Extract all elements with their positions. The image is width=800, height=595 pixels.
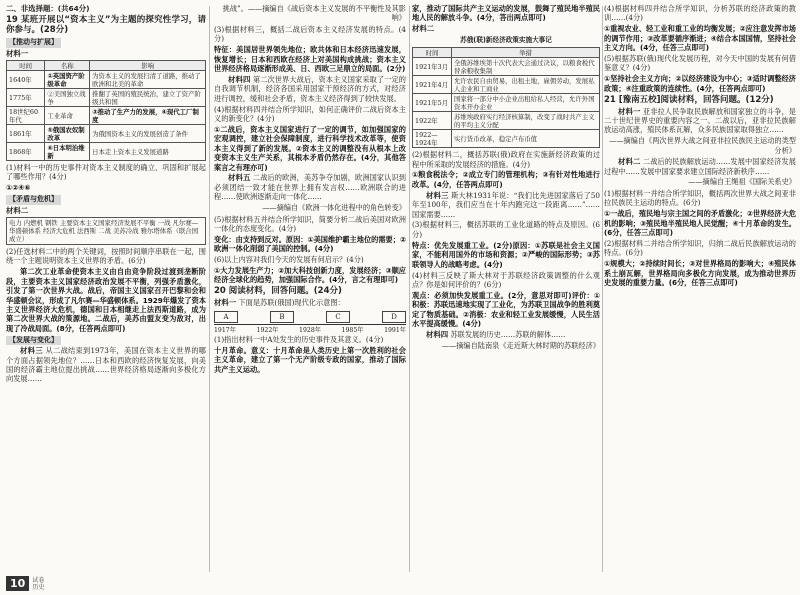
material-4: 材料四 苏联发展的历史……苏联的解体…… [426, 329, 566, 339]
table-row [413, 130, 600, 148]
topic-tag-conflict: 【矛盾与危机】 [6, 195, 61, 204]
table-cell: 1921年3月 [413, 58, 452, 76]
timeline-year: 1985年 [341, 326, 364, 334]
table-cell: 允许农民自由贸易，出租土地，雇佣劳动，发展私人企业和工商业 [452, 76, 600, 94]
table-cell: 全俄苏维埃第十次代表大会通过决议，以粮食税代替余粮收集制 [452, 58, 600, 76]
timeline-year: 1922年 [256, 326, 279, 334]
table-cell: 1922年 [413, 112, 452, 130]
publisher-logo: 试卷 历史 [32, 576, 45, 591]
table-header: 时间 [7, 61, 45, 71]
column-3 [412, 4, 600, 572]
table-header: 名称 [45, 61, 90, 71]
table-row [7, 89, 206, 107]
column-divider [209, 6, 210, 572]
column-divider [602, 6, 603, 572]
table-cell: 日本走上资本主义发展道路 [90, 143, 206, 161]
table-row [413, 112, 600, 130]
events-table [6, 60, 206, 161]
material-1: 材料一 亚非拉人民争取民族解放和国家独立的斗争，是二十世纪世界史的重要内容之一。二战以后，亚非拉民族解放运动高涨，殖民体系瓦解，众多民族国家取得独立…… [604, 106, 796, 135]
timeline-year: 1917年 [214, 326, 236, 334]
material-3: 材料三 斯大林1931年说：“我们比先进国家落后了50年至100年，我们应当在十年内跑完这一段距离……”……国家需要…… [412, 190, 600, 219]
table-cell: 1861年 [7, 125, 45, 143]
table-cell: 工业革命 [45, 107, 90, 125]
table-cell: 为俄国资本主义的发展创造了条件 [90, 125, 206, 143]
source-quote: ——摘编自王绳祖《国际关系史》 [688, 177, 796, 187]
answer-2: 第二次工业革命使资本主义由自由竞争阶段过渡到垄断阶段，主要资本主义国家经济政治发展不平衡，列强矛盾激化，引发了第一次世界大战。战后，帝国主义国家召开巴黎和会和华盛顿会议，形成了凡尔赛—华盛顿体系。1929年爆发了资本主义世界经济大危机，德国和日本相继走上法西斯道路，成为第二次世界大战的策源地。二战后，美苏由盟友变为敌对，出现了冷战局面。(8分，任答两点即可) [6, 267, 206, 333]
answer-4: ①二战后，资本主义国家进行了一定的调节，如加强国家的宏观调控，建立社会保障制度，进行科学技术改革等，使资本主义得到了新的发展。②资本主义的调整没有从根本上改变资本主义生产关系，其根本矛盾仍然存在。(4分，其他答案言之有理亦可) [214, 124, 406, 172]
source-quote: 挑战”。——摘编自《战后资本主义发展的不平衡性及其影响》 [222, 4, 406, 23]
timeline-boxes [214, 311, 406, 323]
material-2-label: 材料二 [6, 205, 29, 215]
answer-top: ①重视农业、轻工业和重工业的均衡发展；②应注意发挥市场的调节作用；③改革要循序渐进；④结合本国国情，坚持社会主义方向。(4分，任答三点即可) [604, 24, 796, 53]
question-4: (4)根据材料四并结合所学知识，如何正确评价二战后资本主义的新变化？(4分) [214, 104, 406, 123]
question-3: (3)根据材料三，概括苏联的工业化道路的特点及原因。(6分) [412, 220, 600, 239]
question-top: (4)根据材料四并结合所学知识，分析苏联的经济政策的教训……(4分) [604, 4, 796, 23]
question-21-heading: 21 [豫南五校]阅读材料，回答问题。(12分) [604, 94, 774, 105]
table-cell: ⑥日本明治维新 [45, 143, 90, 161]
section-title: 二、非选择题：(共64分) [6, 4, 90, 13]
question-5: (5)根据苏联(俄)现代化发展历程，对今天中国的发展有何借鉴意义？(4分) [604, 54, 796, 73]
material-2: 材料二 二战后的民族解放运动……发展中国家经济发展过程中……发展中国家要求建立国际经济新秩序…… [604, 157, 796, 176]
table-cell: 1775年 [7, 89, 45, 107]
column-divider [409, 6, 410, 572]
table-cell: ①英国资产阶级革命 [45, 71, 90, 89]
question-3: (3)根据材料三，概括二战后资本主义经济发展的特点。(4分) [214, 24, 406, 44]
answer-5: ①坚持社会主义方向；②以经济建设为中心；③适时调整经济政策；④注重政策的连续性。(4分，任答两点即可) [604, 74, 796, 93]
timeline-axis [214, 324, 406, 335]
question-4: (4)材料三反映了斯大林对于苏联经济政策调整的什么观点？你是如何评价的？(6分) [412, 270, 600, 289]
table-cell: 国家将一部分中小企业出租给私人经营，允许外国资本开办企业 [452, 94, 600, 112]
answer-4: 观点：必须加快发展重工业。(2分，意思对即可)评价：①积极：苏联迅速地实现了工业化，为苏联卫国战争的胜利奠定了物质基础。②消极：农业和轻工业发展缓慢，人民生活水平提高缓慢。(4分) [412, 290, 600, 329]
table-row [413, 76, 600, 94]
material-4: 材料四 第二次世界大战后，资本主义国家采取了一定的自我调节机制，经济各国采用国家干预经济的方式，对经济进行调控，缓和社会矛盾，资本主义经济得到了较快发展。 [214, 74, 406, 103]
source-quote: ——摘编自《欧洲一体化进程中的角色转变》 [262, 203, 406, 213]
answer-1: ①一战后，殖民地与宗主国之间的矛盾激化；②世界经济大危机的影响；③殖民地半殖民地人民觉醒；④十月革命的发生。(6分，任答三点即可) [604, 209, 796, 237]
answer-continuation: 家，推动了国际共产主义运动的发展，鼓舞了殖民地半殖民地人民的解放斗争。(4分，答出两点即可) [412, 4, 600, 23]
table-cell: 为资本主义的发展扫清了道路，推动了欧洲和北美的革命 [90, 71, 206, 89]
material-2-label: 材料二 [412, 24, 435, 34]
table-cell: 1921年4月 [413, 76, 452, 94]
page-number: 10 [6, 576, 29, 591]
column-4 [604, 4, 796, 572]
table-title: 苏俄(联)新经济政策实施大事记 [460, 35, 552, 44]
source-quote: ——摘编自陆南泉《走近斯大林时期的苏联经济》 [441, 340, 600, 350]
source-quote: ——摘编自《两次世界大战之间亚非拉民族民主运动的类型分析》 [609, 136, 796, 155]
answer-5: 变化：由支持到反对。原因：①美国维护霸主地位的需要；②欧洲一体化削弱了美国的控制。(4分) [214, 234, 406, 254]
question-5: (5)根据材料五并结合所学知识，简要分析二战后美国对欧洲一体化的态度变化。(4分) [214, 214, 406, 233]
topic-tag-development: 【发展与变化】 [6, 336, 61, 345]
answer-2: ①规模大；②持续时间长；③对世界格局的影响大；④殖民体系土崩瓦解，世界格局向多极化方向发展，成为推动世界历史发展的重要力量。(6分，任答三点即可) [604, 259, 796, 287]
column-2 [214, 4, 406, 572]
question-2: (2)根据材料二并结合所学知识，归纳二战后民族解放运动的特点。(6分) [604, 238, 796, 258]
table-cell: 1922—1924年 [413, 130, 452, 148]
timeline-box-d: D [382, 311, 406, 323]
table-cell: 实行货币改革，稳定卢布币值 [452, 130, 600, 148]
question-1: (1)材料一中的历史事件对资本主义制度的确立、巩固和扩展起了哪些作用？(4分) [6, 163, 206, 182]
table-row [413, 58, 600, 76]
table-row [7, 107, 206, 125]
material-5: 材料五 二战后的欧洲，美苏争夺加剧，欧洲国家认识到必须团结一致才能在世界上拥有发言权……欧洲联合的进程……使欧洲逐渐走向一体化…… [214, 173, 406, 202]
table-header: 时间 [413, 48, 452, 58]
material-1: 材料一 下面是苏联(俄国)现代化示意图： [214, 298, 345, 308]
answer-6: ①大力发展生产力；②加大科技创新力度，发展经济；③顺应经济全球化的趋势，加强国际合作。(4分，言之有理即可) [214, 266, 406, 285]
keywords-box: 电力 内燃机 钢铁 主要资本主义国家经济发展不平衡 一战 凡尔赛—华盛顿体系 经济大危机 法西斯 二战 美苏冷战 雅尔塔体系（联合国成立） [6, 217, 206, 245]
table-row [7, 143, 206, 161]
question-2: (2)任选材料二中的两个关键词，按照时间顺序串联在一起，围绕一个主题说明资本主义世界的矛盾。(6分) [6, 247, 206, 266]
topic-tag-develop: 【推动与扩展】 [6, 38, 61, 47]
question-2: (2)根据材料二，概括苏联(俄)政府在实施新经济政策的过程中所采取的发展经济的措施。(4分) [412, 150, 600, 169]
table-header: 影响 [90, 61, 206, 71]
timeline-box-c: C [326, 311, 350, 323]
timeline-box-a: A [214, 311, 238, 323]
timeline-box-b: B [270, 311, 294, 323]
question-20-1: (1)指出材料一中A处发生的历史事件及其意义。(4分) [214, 335, 384, 345]
table-header: 举措 [452, 48, 600, 58]
material-1-label: 材料一 [6, 48, 29, 58]
table-row [7, 71, 206, 89]
question-1: (1)根据材料一并结合所学知识，概括两次世界大战之间亚非拉民族民主运动的特点。(6分) [604, 188, 796, 208]
material-3: 材料三 从二战结束到1973年，美国在资本主义世界的哪个方面占据领先地位？……日本和西欧的经济恢复发展，向美国的经济霸主地位提出挑战……世界经济格局逐渐向多极化方向发展…… [6, 346, 206, 384]
table-row [7, 125, 206, 143]
answer-20-1: 十月革命。意义：十月革命是人类历史上第一次胜利的社会主义革命，建立了第一个无产阶级专政的国家，推动了国际共产主义运动。 [214, 346, 406, 374]
page-footer [6, 576, 44, 591]
answer-3: 特征：美国居世界领先地位；欧共体和日本经济迅速发展，恢复增长；日本和西欧在经济上对美国构成挑战；资本主义世界经济格局逐渐形成美、日、西欧三足鼎立的局面。(2分) [214, 45, 406, 73]
timeline-year: 1991年 [384, 326, 406, 334]
answer-2: ①粮食税法令；②成立专门的管理机构；③有针对性地进行改革。(4分，任答两点即可) [412, 170, 600, 189]
question-6: (6)以上内容对我们今天的发展有何启示？(4分) [214, 255, 364, 265]
column-1 [6, 4, 206, 572]
question-20-heading: 20 阅读材料，回答问题。(24分) [214, 286, 342, 297]
nep-table [412, 47, 600, 148]
answer-3: 特点：优先发展重工业。(2分)原因：①苏联是社会主义国家，不能利用国外的市场和资源；②严峻的国际形势；③苏联领导人的战略考虑。(4分) [412, 240, 600, 269]
table-cell: ⑤俄国农奴制改革 [45, 125, 90, 143]
table-row [413, 94, 600, 112]
answer-1: ①②④⑥ [6, 183, 31, 193]
table-cell: 推翻了英国的殖民统治，建立了资产阶级共和国 [90, 89, 206, 107]
table-cell: 1640年 [7, 71, 45, 89]
table-cell: 1921年5月 [413, 94, 452, 112]
table-cell: ③推动了生产力的发展，④现代工厂制度 [90, 107, 206, 125]
table-cell: 1868年 [7, 143, 45, 161]
timeline-year: 1928年 [299, 326, 321, 334]
table-cell: 苏维埃政府实行经济核算制，改变了战时共产主义的平均主义分配 [452, 112, 600, 130]
question-19-heading: 19 某班开展以“资本主义”为主题的探究性学习，请你参与。(28分) [6, 14, 206, 36]
table-cell: ②美国独立战争 [45, 89, 90, 107]
table-cell: 18世纪60年代 [7, 107, 45, 125]
